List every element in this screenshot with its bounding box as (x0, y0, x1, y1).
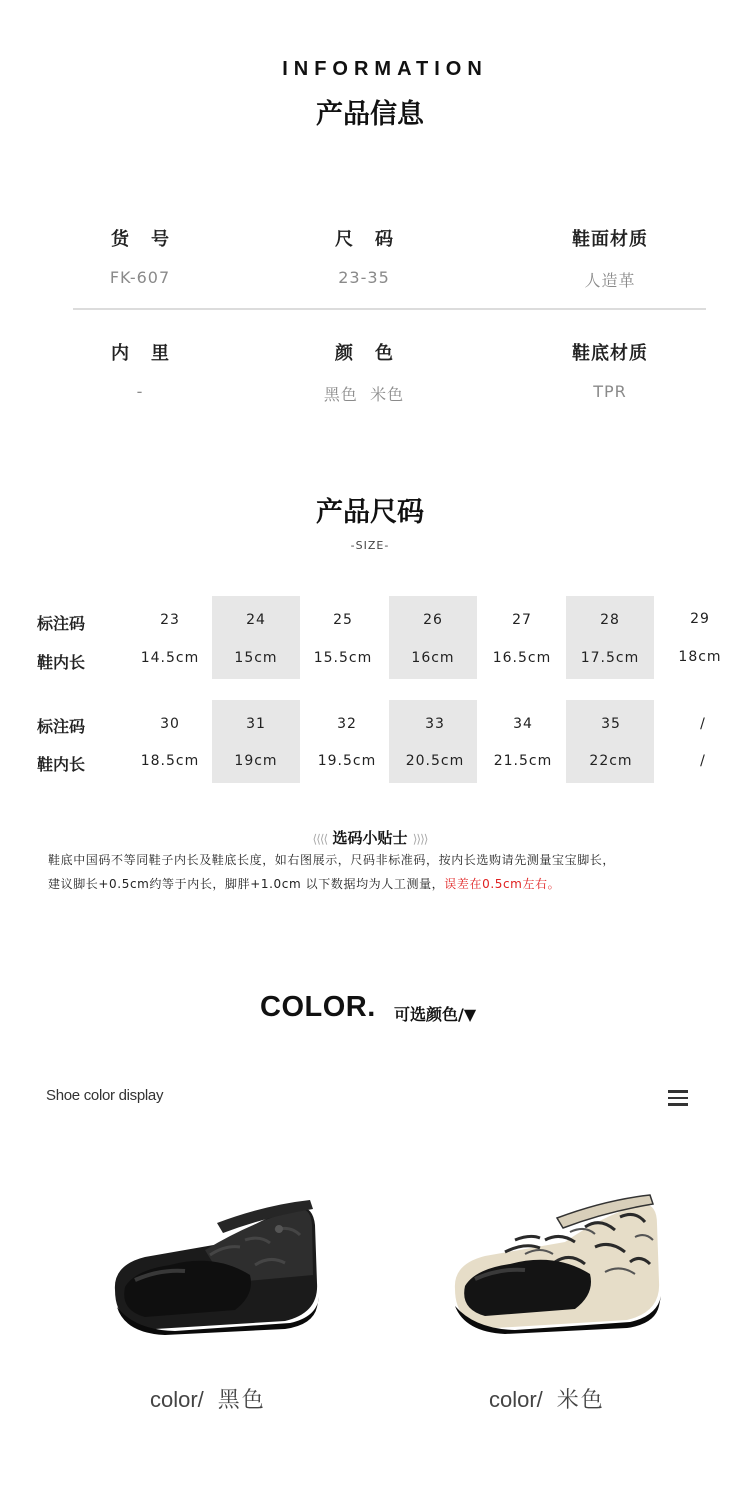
row-label-size: 标注码 (37, 717, 86, 736)
row-label-length: 鞋内长 (37, 755, 86, 774)
size-value: 24 (246, 612, 266, 628)
info-divider (73, 308, 706, 310)
info-value: TPR (593, 382, 627, 401)
tips-title: 选码小贴士 (332, 829, 408, 847)
size-subtitle: -SIZE- (350, 539, 390, 552)
info-label: 颜色 (335, 343, 415, 364)
length-value: / (700, 753, 706, 769)
info-label: 内里 (111, 343, 191, 364)
length-value: 14.5cm (140, 650, 200, 666)
size-value: 35 (601, 716, 621, 732)
size-cell-highlight (212, 700, 300, 783)
length-value: 19.5cm (317, 753, 377, 769)
size-cell-highlight (389, 596, 477, 679)
size-value: 34 (513, 716, 533, 732)
info-item-size (264, 225, 464, 287)
information-title-en: INFORMATION (282, 58, 488, 80)
size-value: 27 (512, 612, 532, 628)
black-shoe-image (105, 1195, 330, 1335)
info-item-upper-material (510, 225, 710, 291)
beige-shoe-image (445, 1192, 670, 1334)
length-value: 20.5cm (405, 753, 465, 769)
color-prefix: color/ (150, 1387, 204, 1412)
size-value: 23 (160, 612, 180, 628)
length-value: 18cm (678, 649, 722, 665)
color-title-cn: 可选颜色/▼ (394, 1005, 477, 1024)
row-label-size: 标注码 (37, 614, 86, 633)
size-cell-highlight (212, 596, 300, 679)
size-value: 33 (425, 716, 445, 732)
size-value: 30 (160, 716, 180, 732)
size-value: 31 (246, 716, 266, 732)
left-chevrons-icon: ⟨⟨⟨⟨ (312, 832, 328, 846)
info-item-color (264, 339, 464, 405)
length-value: 17.5cm (580, 650, 640, 666)
info-label: 货号 (111, 229, 191, 250)
length-value: 22cm (589, 753, 633, 769)
length-value: 21.5cm (493, 753, 553, 769)
info-value: 23-35 (338, 268, 390, 287)
tips-title-row (0, 827, 740, 848)
size-cell-highlight (566, 596, 654, 679)
shoe-color-display-label: Shoe color display (46, 1087, 164, 1104)
length-value: 16.5cm (492, 650, 552, 666)
size-value: 25 (333, 612, 353, 628)
info-label: 尺码 (335, 229, 415, 250)
info-item-sku (40, 225, 240, 287)
color-title-en: COLOR. (260, 991, 376, 1023)
info-value: 黑色 米色 (323, 385, 405, 404)
size-value: 26 (423, 612, 443, 628)
black-color-caption (150, 1383, 266, 1414)
row-label-length: 鞋内长 (37, 653, 86, 672)
info-value: 人造革 (584, 271, 636, 290)
information-title-cn: 产品信息 (316, 99, 424, 130)
size-value: / (700, 716, 706, 732)
length-value: 15.5cm (313, 650, 373, 666)
info-value: FK-607 (109, 268, 171, 287)
size-cell-highlight (389, 700, 477, 783)
length-value: 16cm (411, 650, 455, 666)
size-cell-highlight (566, 700, 654, 783)
info-item-lining (40, 339, 240, 401)
size-value: 28 (600, 612, 620, 628)
color-name: 黑色 (217, 1387, 266, 1412)
info-value: - (136, 382, 144, 401)
tips-line-2 (48, 875, 560, 892)
info-label: 鞋底材质 (572, 343, 648, 364)
size-title: 产品尺码 (316, 497, 424, 528)
size-value: 32 (337, 716, 357, 732)
tips-line-1: 鞋底中国码不等同鞋子内长及鞋底长度，如右图展示，尺码非标准码，按内长选购请先测量宝宝脚长， (48, 853, 616, 867)
info-label: 鞋面材质 (572, 229, 648, 250)
info-item-sole-material (510, 339, 710, 401)
length-value: 15cm (234, 650, 278, 666)
beige-color-caption (489, 1383, 605, 1414)
tips-line-2-warning: 误差在0.5cm左右。 (444, 877, 561, 891)
length-value: 19cm (234, 753, 278, 769)
tips-line-2-text: 建议脚长+0.5cm约等于内长，脚胖+1.0cm 以下数据均为人工测量， (48, 877, 445, 891)
color-name: 米色 (556, 1387, 605, 1412)
color-prefix: color/ (489, 1387, 543, 1412)
right-chevrons-icon: ⟩⟩⟩⟩ (412, 832, 428, 846)
length-value: 18.5cm (140, 753, 200, 769)
menu-icon[interactable] (668, 1090, 688, 1106)
size-value: 29 (690, 611, 710, 627)
